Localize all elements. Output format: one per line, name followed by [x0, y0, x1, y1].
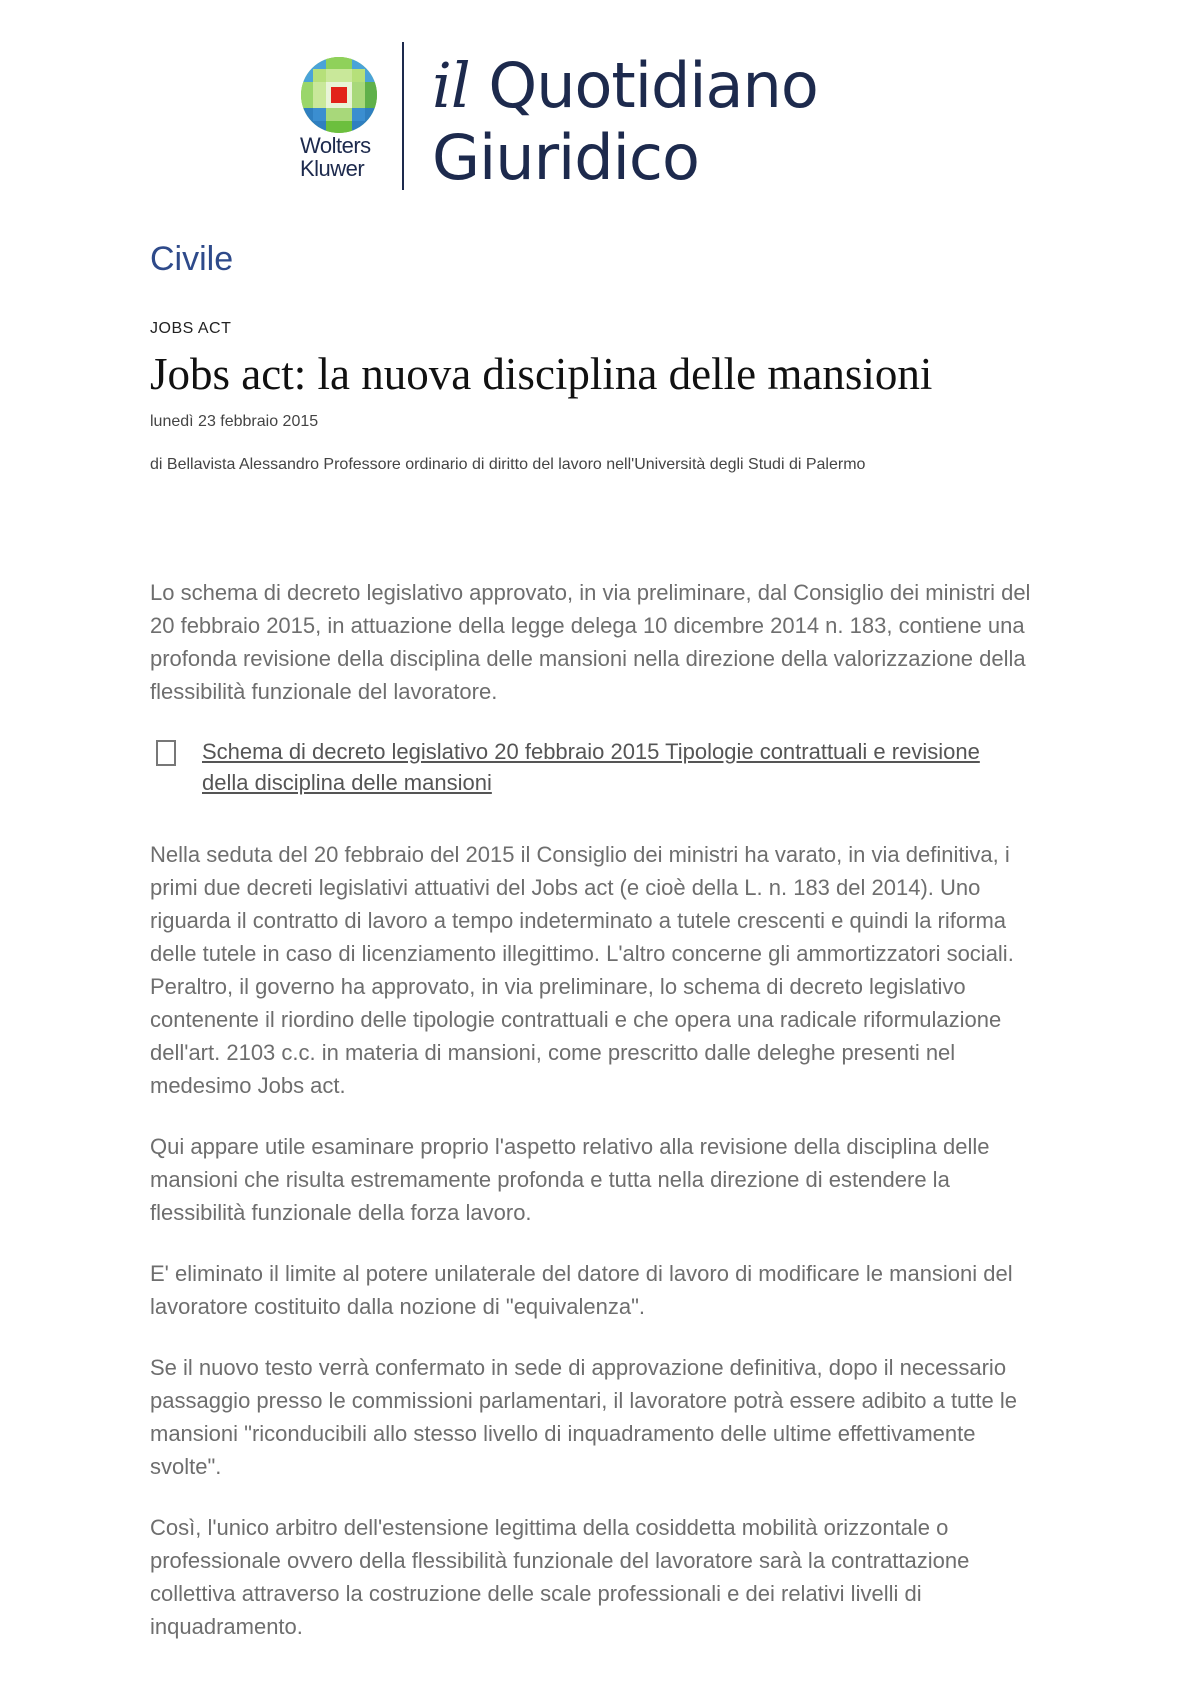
paragraph: Così, l'unico arbitro dell'estensione legittima della cosiddetta mobilità orizzontale o professionale ovvero della flessibilità funzionale del lavoratore sarà la contrattazione collettiva attraverso la costruzione delle scale professionali e dei relativi livelli di inquadramento. — [150, 1515, 970, 1639]
paragraph: Nella seduta del 20 febbraio del 2015 il Consiglio dei ministri ha varato, in via definitiva, i primi due decreti legislativi attuativi del Jobs act (e cioè della L. n. 183 del 2014). Uno riguarda il contratto di lavoro a tempo indeterminato a tutele crescenti e quindi la riforma delle tutele in caso di licenziamento illegittimo. L'altro concerne gli ammortizzatori sociali. Peraltro, il governo ha approvato, in via preliminare, lo schema di decreto legislativo contenente il riordino delle tipologie contrattuali e che opera una radicale riformulazione dell'art. 2103 c.c. in materia di mansioni, come prescritto dalle deleghe presenti nel medesimo Jobs act. — [150, 842, 1014, 1098]
masthead-divider — [402, 42, 404, 190]
article-byline: di Bellavista Alessandro Professore ordinario di diritto del lavoro nell'Università degli Studi di Palermo — [150, 456, 866, 473]
article-body — [150, 576, 1050, 1671]
title-il: il — [432, 49, 470, 122]
article-kicker: JOBS ACT — [150, 320, 232, 337]
attachment-link[interactable] — [150, 736, 1050, 798]
wolters-kluwer-logo-icon — [300, 56, 378, 134]
article-date: lunedì 23 febbraio 2015 — [150, 413, 319, 430]
title-quotidiano: Quotidiano — [488, 49, 818, 122]
brand-line-1: Wolters — [300, 133, 371, 158]
brand-wordmark — [300, 134, 382, 180]
masthead — [300, 42, 860, 192]
paragraph: Qui appare utile esaminare proprio l'aspetto relativo alla revisione della disciplina delle mansioni che risulta estremamente profonda e tutta nella direzione di estendere la flessibilità funzionale della forza lavoro. — [150, 1134, 990, 1225]
attachment-link-text[interactable]: Schema di decreto legislativo 20 febbraio 2015 Tipologie contrattuali e revisione della disciplina delle mansioni — [202, 739, 980, 795]
paragraph: Lo schema di decreto legislativo approvato, in via preliminare, dal Consiglio dei ministri del 20 febbraio 2015, in attuazione della legge delega 10 dicembre 2014 n. 183, contiene una profonda revisione della disciplina delle mansioni nella direzione della valorizzazione della flessibilità funzionale del lavoratore. — [150, 580, 1031, 704]
paragraph: Se il nuovo testo verrà confermato in sede di approvazione definitiva, dopo il necessario passaggio presso le commissioni parlamentari, il lavoratore potrà essere adibito a tutte le mansioni "riconducibili allo stesso livello di inquadramento delle ultime effettivamente svolte". — [150, 1355, 1017, 1479]
brand-line-2: Kluwer — [300, 156, 365, 181]
section-label: Civile — [150, 240, 234, 278]
publication-title — [432, 50, 818, 194]
title-giuridico: Giuridico — [432, 121, 699, 194]
paragraph: E' eliminato il limite al potere unilaterale del datore di lavoro di modificare le mansioni del lavoratore costituito dalla nozione di "equivalenza". — [150, 1261, 1013, 1319]
document-icon — [156, 740, 176, 766]
article-headline: Jobs act: la nuova disciplina delle mansioni — [150, 349, 933, 399]
